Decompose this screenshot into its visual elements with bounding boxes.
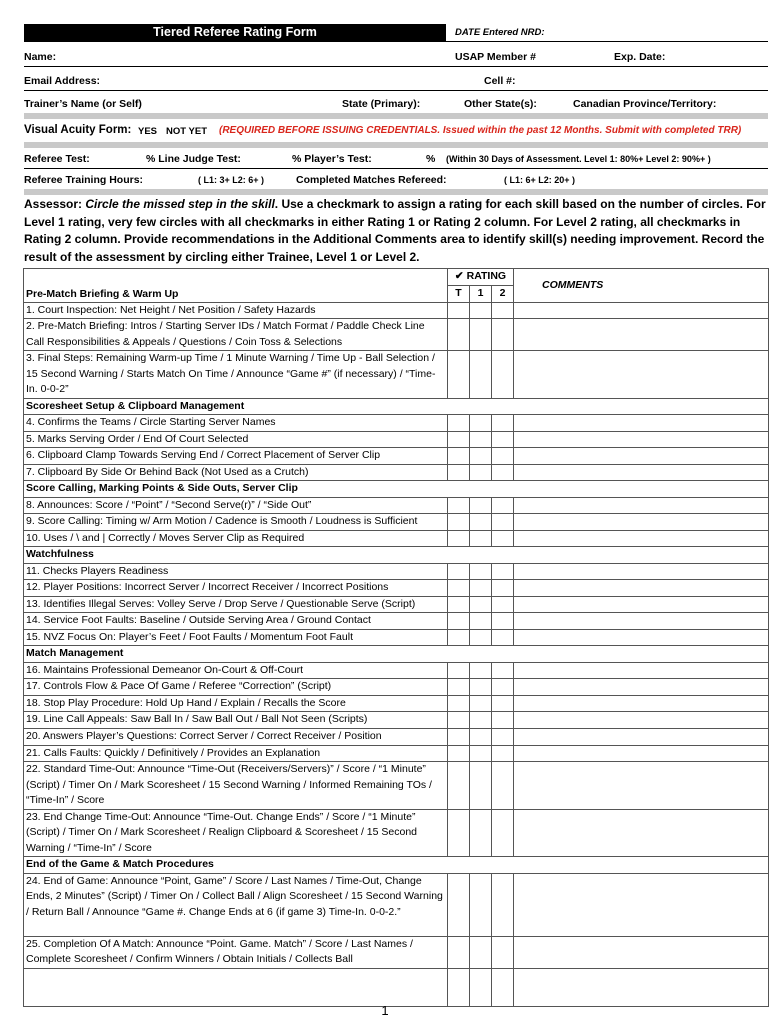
rating-cell-trainee[interactable]	[448, 712, 470, 729]
comments-cell[interactable]	[514, 613, 769, 630]
skill-row	[24, 679, 769, 696]
comments-cell[interactable]	[514, 319, 769, 351]
rating-cell-level-1[interactable]	[470, 319, 492, 351]
comments-cell[interactable]	[514, 415, 769, 432]
visual-acuity-note: (REQUIRED BEFORE ISSUING CREDENTIALS. Issued within the past 12 Months. Submit with completed TRR)	[219, 125, 742, 136]
divider	[24, 90, 768, 91]
comments-cell[interactable]	[514, 762, 769, 810]
rating-cell-level-2[interactable]	[492, 351, 514, 399]
assessor-instructions	[24, 196, 768, 266]
skill-description: 16. Maintains Professional Demeanor On-Court & Off-Court	[24, 662, 448, 679]
comments-cell[interactable]	[514, 448, 769, 465]
section-header: Match Management	[24, 646, 769, 663]
skill-row	[24, 563, 769, 580]
canadian-province-label: Canadian Province/Territory:	[573, 98, 717, 110]
skill-row	[24, 302, 769, 319]
skill-row	[24, 873, 769, 936]
rating-cell-trainee[interactable]	[448, 809, 470, 857]
comments-cell[interactable]	[514, 745, 769, 762]
blank-row	[24, 968, 769, 1006]
training-hours-label: Referee Training Hours:	[24, 174, 144, 186]
rating-cell-level-2[interactable]	[492, 415, 514, 432]
comments-cell[interactable]	[514, 530, 769, 547]
comments-cell[interactable]	[514, 464, 769, 481]
referee-test-label: Referee Test:	[24, 153, 90, 165]
rating-cell-level-1[interactable]	[470, 448, 492, 465]
comments-cell[interactable]	[514, 695, 769, 712]
visual-acuity-yes[interactable]: YES	[138, 126, 158, 137]
assessor-prefix: Assessor:	[24, 197, 86, 211]
rating-cell-level-2[interactable]	[492, 431, 514, 448]
rating-cell-level-2[interactable]	[492, 580, 514, 597]
rating-cell-level-1[interactable]	[470, 596, 492, 613]
rating-cell-trainee[interactable]	[448, 563, 470, 580]
grey-band	[24, 189, 768, 195]
skill-description: 20. Answers Player’s Questions: Correct Server / Correct Receiver / Position	[24, 729, 448, 746]
skill-description: 4. Confirms the Teams / Circle Starting Server Names	[24, 415, 448, 432]
training-hours-requirement: ( L1: 3+ L2: 6+ )	[198, 175, 265, 185]
rating-cell-level-1[interactable]	[470, 729, 492, 746]
skill-description: 5. Marks Serving Order / End Of Court Selected	[24, 431, 448, 448]
comments-cell[interactable]	[514, 662, 769, 679]
skill-row	[24, 580, 769, 597]
rating-cell-level-1[interactable]	[470, 415, 492, 432]
skill-description: 11. Checks Players Readiness	[24, 563, 448, 580]
rating-cell-trainee	[448, 968, 470, 1006]
skill-row	[24, 695, 769, 712]
skill-row	[24, 514, 769, 531]
skill-row	[24, 729, 769, 746]
rating-col-level-2: 2	[492, 285, 514, 302]
skill-description: 13. Identifies Illegal Serves: Volley Serve / Drop Serve / Questionable Serve (Script)	[24, 596, 448, 613]
skill-description: 1. Court Inspection: Net Height / Net Position / Safety Hazards	[24, 302, 448, 319]
skill-row	[24, 936, 769, 968]
rating-cell-level-1[interactable]	[470, 351, 492, 399]
comments-cell	[514, 968, 769, 1006]
skill-row	[24, 662, 769, 679]
rating-cell-trainee[interactable]	[448, 448, 470, 465]
rating-cell-trainee[interactable]	[448, 695, 470, 712]
section-row	[24, 547, 769, 564]
rating-col-trainee: T	[448, 285, 470, 302]
rating-cell-level-1[interactable]	[470, 497, 492, 514]
rating-cell-level-2[interactable]	[492, 936, 514, 968]
matches-refereed-label: Completed Matches Refereed:	[296, 174, 447, 186]
skill-row	[24, 596, 769, 613]
rating-header: ✔ RATING	[448, 269, 514, 286]
rating-cell-trainee[interactable]	[448, 319, 470, 351]
skill-description: 15. NVZ Focus On: Player’s Feet / Foot Faults / Momentum Foot Fault	[24, 629, 448, 646]
skill-description: 17. Controls Flow & Pace Of Game / Referee “Correction” (Script)	[24, 679, 448, 696]
date-entered-label: DATE Entered NRD:	[455, 27, 545, 38]
comments-cell[interactable]	[514, 629, 769, 646]
assessor-instruction-text: . Use a checkmark to assign a rating for each skill based on the number of circles. For Level 1 rating, very few circles with all checkmarks in either Rating 1 or Rating 2 column. For Level 2 rating, all checkmarks in Rating 2 column. Provide recommendations in the Additional Comments area to identify skill(s) needing improvement. Record the result of the assessment by circling either Trainee, Level 1 or Level 2.	[24, 197, 766, 264]
rating-cell-level-1[interactable]	[470, 302, 492, 319]
matches-requirement: ( L1: 6+ L2: 20+ )	[504, 175, 576, 185]
trainer-name-label: Trainer’s Name (or Self)	[24, 98, 142, 110]
rating-cell-level-1[interactable]	[470, 580, 492, 597]
rating-cell-level-2	[492, 968, 514, 1006]
rating-cell-level-1[interactable]	[470, 679, 492, 696]
state-primary-label: State (Primary):	[342, 98, 421, 110]
skill-row	[24, 530, 769, 547]
rating-cell-level-1[interactable]	[470, 936, 492, 968]
skill-description: 9. Score Calling: Timing w/ Arm Motion / Cadence is Smooth / Loudness is Sufficient	[24, 514, 448, 531]
skill-description: 24. End of Game: Announce “Point, Game” / Score / Last Names / Time-Out, Change Ends, 2 Minutes” (Script) / Timer On / Collect Ball / Align Scoresheet / 15 Second Warning / Return Ball / Announce “Game #. Change Ends at 6 (if game 3) Time-In. 0-0-2.”	[24, 873, 448, 936]
rating-cell-trainee[interactable]	[448, 431, 470, 448]
rating-col-level-1: 1	[470, 285, 492, 302]
rating-cell-level-1[interactable]	[470, 530, 492, 547]
rating-cell-level-2[interactable]	[492, 448, 514, 465]
skill-description: 21. Calls Faults: Quickly / Definitively / Provides an Explanation	[24, 745, 448, 762]
rating-cell-level-2[interactable]	[492, 563, 514, 580]
rating-cell-level-2[interactable]	[492, 497, 514, 514]
grey-band	[24, 113, 768, 119]
grey-band	[24, 142, 768, 148]
comments-cell[interactable]	[514, 729, 769, 746]
divider	[24, 41, 768, 42]
comments-cell[interactable]	[514, 873, 769, 936]
rating-cell-level-2[interactable]	[492, 302, 514, 319]
page-number: 1	[381, 1003, 389, 1018]
rating-cell-level-1[interactable]	[470, 613, 492, 630]
rating-cell-level-2[interactable]	[492, 319, 514, 351]
rating-cell-level-2[interactable]	[492, 596, 514, 613]
section-row	[24, 398, 769, 415]
rating-cell-level-2[interactable]	[492, 629, 514, 646]
rating-cell-trainee[interactable]	[448, 596, 470, 613]
rating-cell-level-1[interactable]	[470, 464, 492, 481]
rating-cell-level-1	[470, 968, 492, 1006]
form-title: Tiered Referee Rating Form	[24, 24, 446, 41]
comments-cell[interactable]	[514, 514, 769, 531]
skill-row	[24, 351, 769, 399]
comments-cell[interactable]	[514, 809, 769, 857]
section-header: Watchfulness	[24, 547, 769, 564]
skill-description: 22. Standard Time-Out: Announce “Time-Out (Receivers/Servers)” / Score / “1 Minute” (Script) / Timer On / Mark Scoresheet / 15 Second Warning / Informed Remaining TOs / “Time-In” / Score	[24, 762, 448, 810]
section-header: Scoresheet Setup & Clipboard Management	[24, 398, 769, 415]
rating-cell-trainee[interactable]	[448, 762, 470, 810]
skill-row	[24, 745, 769, 762]
test-requirements: (Within 30 Days of Assessment. Level 1: 80%+ Level 2: 90%+ )	[446, 154, 711, 164]
skill-description: 14. Service Foot Faults: Baseline / Outside Serving Area / Ground Contact	[24, 613, 448, 630]
skill-description: 2. Pre-Match Briefing: Intros / Starting Server IDs / Match Format / Paddle Check Line Call Responsibilities & Appeals / Questions / Coin Toss & Selections	[24, 319, 448, 351]
divider	[24, 66, 768, 67]
skill-description: 7. Clipboard By Side Or Behind Back (Not Used as a Crutch)	[24, 464, 448, 481]
blank-cell	[24, 968, 448, 1006]
rating-cell-trainee[interactable]	[448, 530, 470, 547]
section-row	[24, 646, 769, 663]
skill-row	[24, 415, 769, 432]
skill-description: 3. Final Steps: Remaining Warm-up Time / 1 Minute Warning / Time Up - Ball Selection / 15 Second Warning / Starts Match On Time / Announce “Game #” (if necessary) / “Time-In. 0-0-2”	[24, 351, 448, 399]
comments-cell[interactable]	[514, 497, 769, 514]
skill-description: 23. End Change Time-Out: Announce “Time-Out. Change Ends” / Score / “1 Minute” (Script) / Timer On / Mark Scoresheet / Realign Clipboard & Scoresheet / 15 Second Warning / “Time-In” / Score	[24, 809, 448, 857]
rating-cell-level-2[interactable]	[492, 762, 514, 810]
comments-header: COMMENTS	[514, 269, 769, 303]
skill-row	[24, 629, 769, 646]
rating-cell-trainee[interactable]	[448, 514, 470, 531]
players-test-percent: %	[426, 153, 436, 165]
rating-cell-level-2[interactable]	[492, 530, 514, 547]
comments-cell[interactable]	[514, 431, 769, 448]
section-row	[24, 857, 769, 874]
rating-cell-trainee[interactable]	[448, 351, 470, 399]
rating-cell-trainee[interactable]	[448, 302, 470, 319]
skill-row	[24, 319, 769, 351]
rating-cell-level-1[interactable]	[470, 431, 492, 448]
rating-cell-level-1[interactable]	[470, 514, 492, 531]
skill-row	[24, 464, 769, 481]
rating-cell-level-2[interactable]	[492, 679, 514, 696]
visual-acuity-label: Visual Acuity Form:	[24, 124, 132, 136]
rating-cell-level-1[interactable]	[470, 662, 492, 679]
comments-cell[interactable]	[514, 351, 769, 399]
rating-cell-trainee[interactable]	[448, 662, 470, 679]
rating-cell-level-2[interactable]	[492, 662, 514, 679]
rating-cell-trainee[interactable]	[448, 936, 470, 968]
skill-row	[24, 809, 769, 857]
skill-row	[24, 613, 769, 630]
rating-cell-level-1[interactable]	[470, 809, 492, 857]
skill-description: 19. Line Call Appeals: Saw Ball In / Saw Ball Out / Ball Not Seen (Scripts)	[24, 712, 448, 729]
skill-row	[24, 762, 769, 810]
other-states-label: Other State(s):	[464, 98, 537, 110]
comments-cell[interactable]	[514, 712, 769, 729]
rating-cell-level-1[interactable]	[470, 629, 492, 646]
skills-rating-table	[23, 268, 769, 1007]
rating-cell-trainee[interactable]	[448, 497, 470, 514]
rating-cell-level-1[interactable]	[470, 563, 492, 580]
comments-cell[interactable]	[514, 679, 769, 696]
rating-cell-trainee[interactable]	[448, 629, 470, 646]
rating-cell-level-2[interactable]	[492, 873, 514, 936]
skill-description: 18. Stop Play Procedure: Hold Up Hand / Explain / Recalls the Score	[24, 695, 448, 712]
rating-cell-trainee[interactable]	[448, 464, 470, 481]
comments-cell[interactable]	[514, 302, 769, 319]
rating-cell-trainee[interactable]	[448, 580, 470, 597]
rating-cell-level-1[interactable]	[470, 695, 492, 712]
rating-cell-level-1[interactable]	[470, 873, 492, 936]
assessor-italic-instruction: Circle the missed step in the skill	[85, 197, 275, 211]
comments-cell[interactable]	[514, 580, 769, 597]
divider	[24, 168, 768, 169]
name-label: Name:	[24, 51, 57, 63]
rating-cell-level-2[interactable]	[492, 613, 514, 630]
rating-cell-trainee[interactable]	[448, 873, 470, 936]
rating-cell-level-2[interactable]	[492, 514, 514, 531]
rating-cell-level-1[interactable]	[470, 712, 492, 729]
comments-cell[interactable]	[514, 936, 769, 968]
skill-description: 12. Player Positions: Incorrect Server / Incorrect Receiver / Incorrect Positions	[24, 580, 448, 597]
comments-cell[interactable]	[514, 563, 769, 580]
section-header: Score Calling, Marking Points & Side Outs, Server Clip	[24, 481, 769, 498]
line-judge-test-label: % Line Judge Test:	[146, 153, 241, 165]
skill-row	[24, 712, 769, 729]
rating-cell-level-2[interactable]	[492, 809, 514, 857]
rating-cell-level-2[interactable]	[492, 729, 514, 746]
usap-member-label: USAP Member #	[455, 51, 536, 63]
rating-cell-trainee[interactable]	[448, 613, 470, 630]
rating-cell-level-2[interactable]	[492, 464, 514, 481]
rating-cell-level-1[interactable]	[470, 762, 492, 810]
rating-cell-level-2[interactable]	[492, 712, 514, 729]
rating-cell-level-2[interactable]	[492, 695, 514, 712]
skill-row	[24, 448, 769, 465]
cell-label: Cell #:	[484, 75, 516, 87]
section-row	[24, 481, 769, 498]
players-test-label: % Player’s Test:	[292, 153, 372, 165]
skill-description: 10. Uses / \ and | Correctly / Moves Server Clip as Required	[24, 530, 448, 547]
skill-description: 25. Completion Of A Match: Announce “Point. Game. Match” / Score / Last Names / Complete Scoresheet / Confirm Winners / Obtain Initials / Collects Ball	[24, 936, 448, 968]
rating-cell-level-1[interactable]	[470, 745, 492, 762]
skill-description: 8. Announces: Score / “Point” / “Second Serve(r)” / “Side Out”	[24, 497, 448, 514]
section-header: End of the Game & Match Procedures	[24, 857, 769, 874]
exp-date-label: Exp. Date:	[614, 51, 666, 63]
skill-row	[24, 497, 769, 514]
skill-description: 6. Clipboard Clamp Towards Serving End / Correct Placement of Server Clip	[24, 448, 448, 465]
skill-row	[24, 431, 769, 448]
rating-cell-level-2[interactable]	[492, 745, 514, 762]
comments-cell[interactable]	[514, 596, 769, 613]
email-label: Email Address:	[24, 75, 101, 87]
section-header-pre-match: Pre-Match Briefing & Warm Up	[24, 269, 448, 303]
rating-cell-trainee[interactable]	[448, 729, 470, 746]
rating-cell-trainee[interactable]	[448, 745, 470, 762]
rating-cell-trainee[interactable]	[448, 679, 470, 696]
visual-acuity-not-yet[interactable]: NOT YET	[166, 126, 207, 137]
rating-cell-trainee[interactable]	[448, 415, 470, 432]
